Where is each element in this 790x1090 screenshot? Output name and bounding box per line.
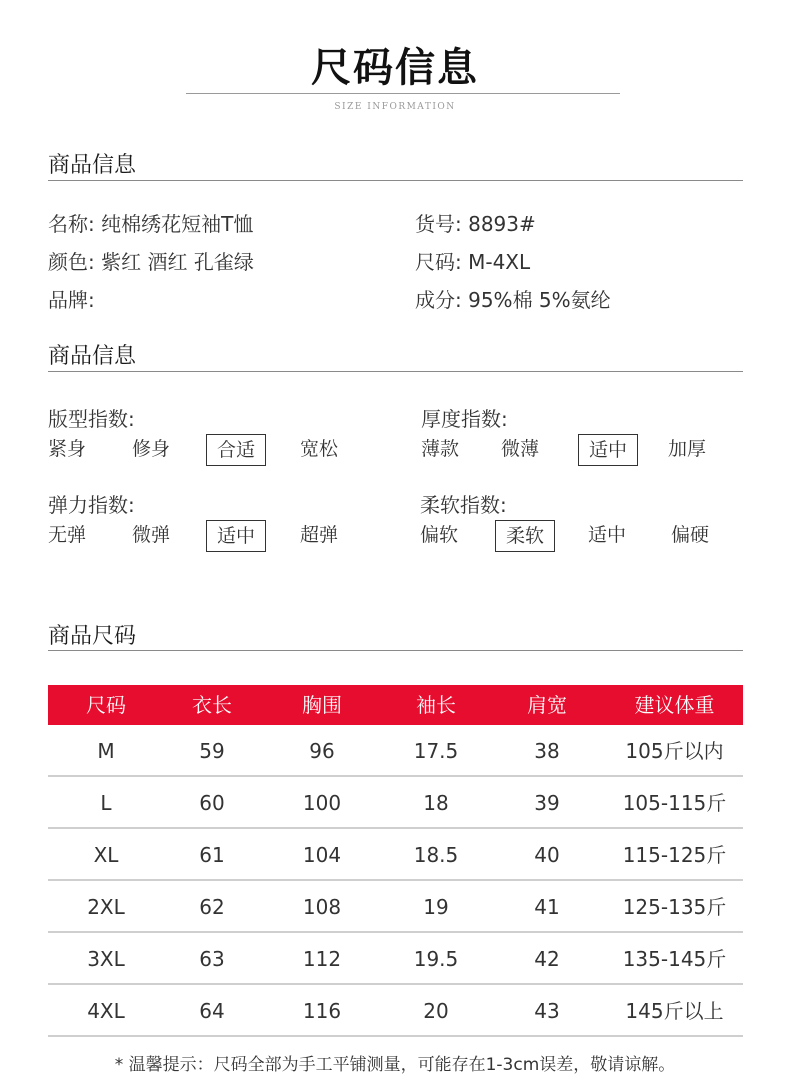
table-cell: 61 <box>199 843 225 867</box>
disclaimer-note: * 温馨提示：尺码全部为手工平铺测量，可能存在1-3cm误差，敬请谅解。 <box>114 1055 676 1075</box>
title-divider <box>186 93 620 94</box>
thickness-option: 加厚 <box>668 438 707 460</box>
table-cell: 2XL <box>87 895 125 919</box>
info-size-value: M-4XL <box>468 250 531 274</box>
elasticity-option: 超弹 <box>300 524 339 546</box>
table-cell: 3XL <box>87 947 125 971</box>
table-cell: 20 <box>423 999 449 1023</box>
table-cell: 116 <box>302 999 342 1023</box>
softness-option: 偏硬 <box>671 524 710 546</box>
table-cell: 18 <box>423 791 449 815</box>
table-cell: XL <box>93 843 119 867</box>
fit-option: 紧身 <box>48 438 87 460</box>
section-title-product-info: 商品信息 <box>48 153 137 178</box>
page-title: 尺码信息 <box>311 45 479 91</box>
table-cell: L <box>100 791 112 815</box>
table-cell: 38 <box>534 739 560 763</box>
table-cell: 41 <box>534 895 560 919</box>
column-header: 袖长 <box>416 693 456 717</box>
table-row <box>48 985 743 1037</box>
table-row <box>48 829 743 881</box>
thickness-option: 微薄 <box>501 438 540 460</box>
table-cell: M <box>97 739 115 763</box>
table-cell: 39 <box>534 791 560 815</box>
info-color <box>48 246 254 275</box>
fit-option: 合适 <box>206 434 266 466</box>
info-item-no-value: 8893# <box>468 212 536 236</box>
table-header <box>48 685 743 725</box>
section-title-size-chart: 商品尺码 <box>48 624 137 649</box>
table-cell: 125-135斤 <box>622 895 727 919</box>
section-divider <box>48 650 743 651</box>
info-brand <box>48 284 95 313</box>
info-brand-label: 品牌: <box>48 288 95 312</box>
info-item-no-label: 货号: <box>415 212 462 236</box>
section-title-indices: 商品信息 <box>48 344 137 369</box>
fit-option: 宽松 <box>300 438 339 460</box>
table-cell: 108 <box>302 895 342 919</box>
info-item-no <box>415 208 536 237</box>
table-cell: 112 <box>302 947 342 971</box>
softness-index-label: 柔软指数: <box>420 493 507 517</box>
info-size <box>415 246 530 275</box>
section-divider <box>48 371 743 372</box>
info-color-label: 颜色: <box>48 250 95 274</box>
column-header: 胸围 <box>302 693 342 717</box>
table-cell: 63 <box>199 947 225 971</box>
table-cell: 60 <box>199 791 225 815</box>
table-cell: 100 <box>302 791 342 815</box>
table-cell: 105斤以内 <box>625 739 724 763</box>
info-material-label: 成分: <box>415 288 462 312</box>
table-cell: 17.5 <box>413 739 459 763</box>
elasticity-option: 适中 <box>206 520 266 552</box>
table-cell: 4XL <box>87 999 125 1023</box>
thickness-index-label: 厚度指数: <box>421 407 508 431</box>
table-cell: 64 <box>199 999 225 1023</box>
table-cell: 43 <box>534 999 560 1023</box>
elasticity-index-label: 弹力指数: <box>48 493 135 517</box>
table-cell: 19.5 <box>413 947 459 971</box>
table-cell: 59 <box>199 739 225 763</box>
column-header: 尺码 <box>86 693 126 717</box>
column-header: 衣长 <box>192 693 232 717</box>
column-header: 肩宽 <box>527 693 567 717</box>
size-table <box>48 685 743 1037</box>
table-cell: 42 <box>534 947 560 971</box>
info-color-value: 紫红 酒红 孔雀绿 <box>101 250 254 274</box>
fit-option: 修身 <box>132 438 171 460</box>
info-size-label: 尺码: <box>415 250 462 274</box>
table-row <box>48 881 743 933</box>
elasticity-option: 微弹 <box>132 524 171 546</box>
softness-option: 柔软 <box>495 520 555 552</box>
table-row <box>48 933 743 985</box>
elasticity-option: 无弹 <box>48 524 87 546</box>
info-name <box>48 208 253 237</box>
table-cell: 96 <box>309 739 335 763</box>
fit-index-label: 版型指数: <box>48 407 135 431</box>
info-material-value: 95%棉 5%氨纶 <box>468 288 611 312</box>
info-material <box>415 284 611 313</box>
table-cell: 145斤以上 <box>625 999 724 1023</box>
table-cell: 40 <box>534 843 560 867</box>
table-cell: 105-115斤 <box>622 791 727 815</box>
table-cell: 62 <box>199 895 225 919</box>
page-subtitle: SIZE INFORMATION <box>334 102 456 112</box>
thickness-option: 适中 <box>578 434 638 466</box>
table-cell: 135-145斤 <box>622 947 727 971</box>
table-cell: 104 <box>302 843 342 867</box>
table-cell: 18.5 <box>413 843 459 867</box>
table-cell: 115-125斤 <box>622 843 727 867</box>
softness-option: 偏软 <box>420 524 459 546</box>
section-divider <box>48 180 743 181</box>
table-row <box>48 725 743 777</box>
table-body <box>48 725 743 1037</box>
info-name-label: 名称: <box>48 212 95 236</box>
softness-option: 适中 <box>588 524 627 546</box>
thickness-option: 薄款 <box>421 438 460 460</box>
table-row <box>48 777 743 829</box>
table-cell: 19 <box>423 895 449 919</box>
info-name-value: 纯棉绣花短袖T恤 <box>101 212 254 236</box>
column-header: 建议体重 <box>634 693 715 717</box>
